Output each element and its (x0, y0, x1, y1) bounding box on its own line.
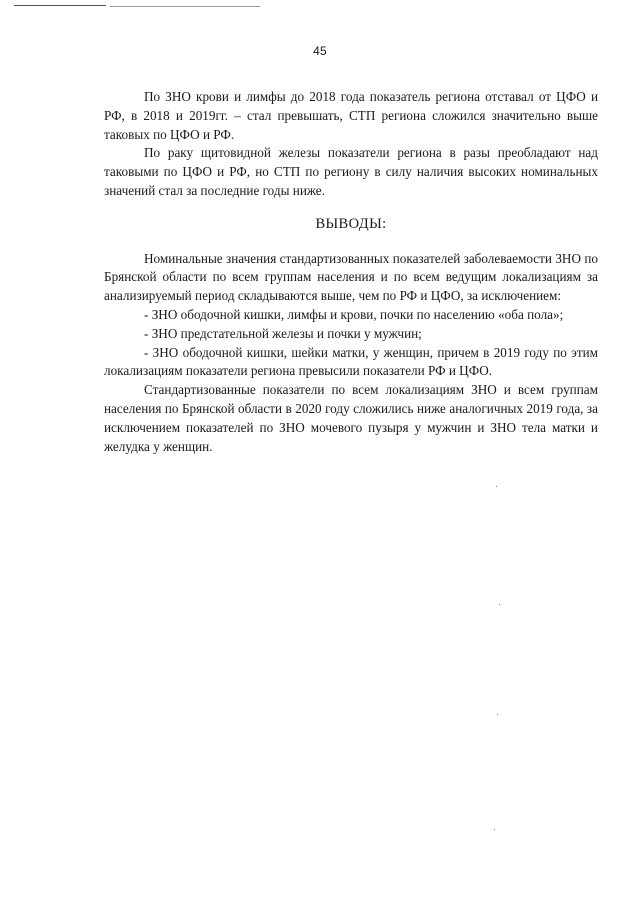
conclusions-item: - ЗНО ободочной кишки, шейки матки, у женщин, причем в 2019 году по этим локализациям показатели региона превысили показатели РФ и ЦФО. (104, 344, 598, 379)
conclusions-closing: Стандартизованные показатели по всем локализациям ЗНО и всем группам населения по Брянской области в 2020 году сложились ниже аналогичных 2019 года, за исключением показателей по ЗНО мочевого пузыря у мужчин и ЗНО тела матки и желудка у женщин. (104, 382, 598, 454)
scan-speck (494, 829, 495, 830)
conclusions-intro: Номинальные значения стандартизованных показателей заболеваемости ЗНО по Брянской области по всем группам населения и по всем ведущим локализациям за анализируемый период складываются выше, чем по РФ и ЦФО, за исключением: (104, 250, 598, 304)
paragraph-blood-lymph: По ЗНО крови и лимфы до 2018 года показатель региона отставал от ЦФО и РФ, в 2018 и 2019гг. – стал превышать, СТП региона сложился значительно выше таковых по ЦФО и РФ. (104, 89, 598, 142)
conclusions-item: - ЗНО предстательной железы и почки у мужчин; (144, 325, 422, 341)
scan-artifact-line (14, 5, 106, 6)
scan-speck (496, 486, 497, 487)
scan-artifact-line (110, 6, 260, 7)
paragraph-thyroid: По раку щитовидной железы показатели региона в разы преобладают над таковыми по ЦФО и РФ, но СТП по региону в силу наличия высоких номинальных значений стал за последние годы ниже. (104, 145, 598, 198)
conclusions-heading: ВЫВОДЫ: (315, 215, 387, 232)
scan-speck (497, 714, 498, 715)
conclusions-item: - ЗНО ободочной кишки, лимфы и крови, почки по населению «оба пола»; (144, 306, 564, 322)
document-body (104, 88, 598, 456)
scan-speck (499, 604, 500, 605)
page-number: 45 (313, 44, 327, 58)
